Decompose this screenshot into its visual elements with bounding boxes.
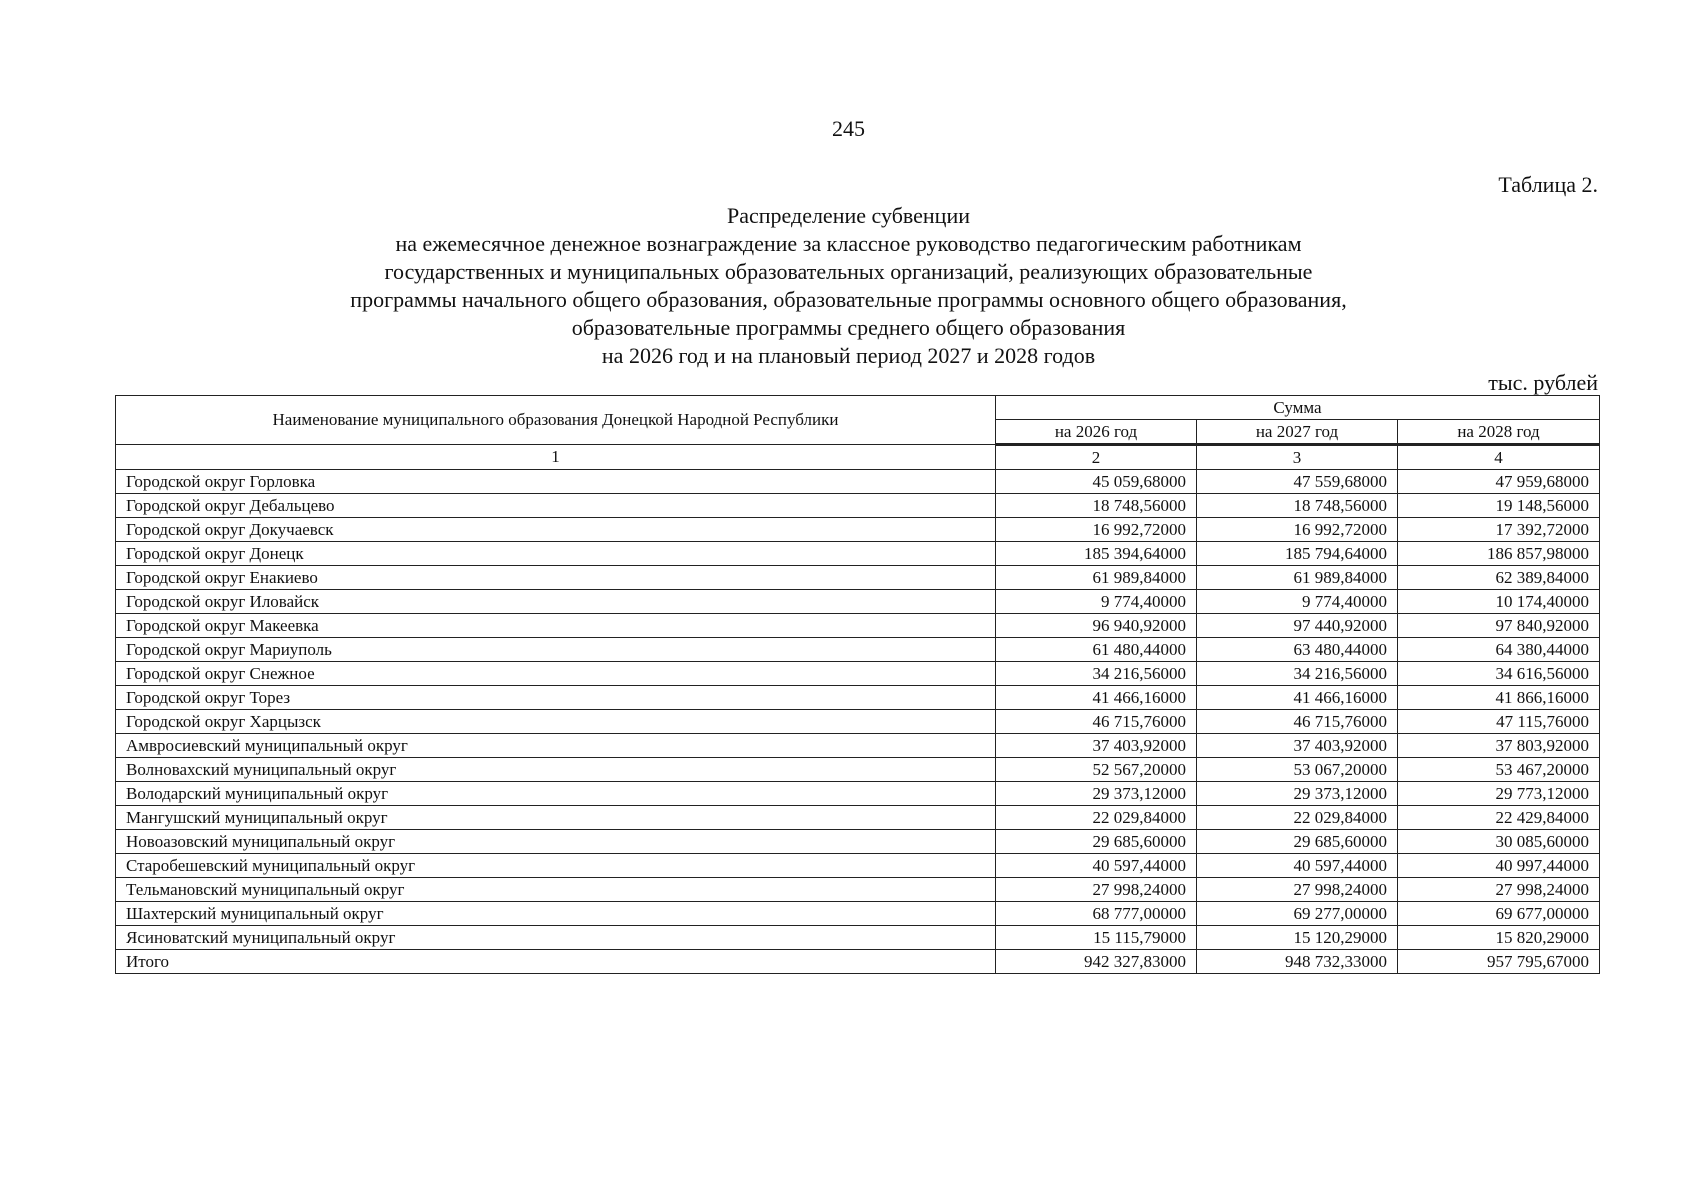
municipality-name: Городской округ Енакиево xyxy=(116,566,996,590)
table-row xyxy=(116,542,1600,566)
amount-2027: 16 992,72000 xyxy=(1197,518,1398,542)
header-year-2027: на 2027 год xyxy=(1197,420,1398,445)
amount-2028: 47 959,68000 xyxy=(1398,470,1600,494)
amount-2026: 37 403,92000 xyxy=(996,734,1197,758)
amount-2026: 34 216,56000 xyxy=(996,662,1197,686)
amount-2028: 34 616,56000 xyxy=(1398,662,1600,686)
amount-2027: 34 216,56000 xyxy=(1197,662,1398,686)
table-row xyxy=(116,758,1600,782)
amount-2027: 46 715,76000 xyxy=(1197,710,1398,734)
municipality-name: Амвросиевский муниципальный округ xyxy=(116,734,996,758)
title-line: образовательные программы среднего общего образования xyxy=(571,315,1126,340)
table-row xyxy=(116,614,1600,638)
amount-2026: 22 029,84000 xyxy=(996,806,1197,830)
table-row xyxy=(116,830,1600,854)
amount-2026: 18 748,56000 xyxy=(996,494,1197,518)
municipality-name: Ясиноватский муниципальный округ xyxy=(116,926,996,950)
amount-2026: 40 597,44000 xyxy=(996,854,1197,878)
header-year-2026: на 2026 год xyxy=(996,420,1197,445)
title-line: на 2026 год и на плановый период 2027 и 2028 годов xyxy=(601,343,1096,368)
amount-2028: 15 820,29000 xyxy=(1398,926,1600,950)
table-row xyxy=(116,926,1600,950)
municipality-name: Мангушский муниципальный округ xyxy=(116,806,996,830)
municipality-name: Шахтерский муниципальный округ xyxy=(116,902,996,926)
table-label: Таблица 2. xyxy=(1498,172,1598,197)
column-number: 1 xyxy=(116,445,996,470)
table-row xyxy=(116,566,1600,590)
amount-2027: 61 989,84000 xyxy=(1197,566,1398,590)
amount-2027: 22 029,84000 xyxy=(1197,806,1398,830)
amount-2026: 9 774,40000 xyxy=(996,590,1197,614)
amount-2028: 69 677,00000 xyxy=(1398,902,1600,926)
title-line: программы начального общего образования, образовательные программы основного общего образования, xyxy=(350,287,1347,312)
amount-2028: 41 866,16000 xyxy=(1398,686,1600,710)
municipality-name: Волновахский муниципальный округ xyxy=(116,758,996,782)
amount-2027: 40 597,44000 xyxy=(1197,854,1398,878)
amount-2028: 27 998,24000 xyxy=(1398,878,1600,902)
municipality-name: Новоазовский муниципальный округ xyxy=(116,830,996,854)
amount-2027: 53 067,20000 xyxy=(1197,758,1398,782)
amount-2028: 40 997,44000 xyxy=(1398,854,1600,878)
amount-2026: 27 998,24000 xyxy=(996,878,1197,902)
municipality-name: Городской округ Макеевка xyxy=(116,614,996,638)
amount-2026: 46 715,76000 xyxy=(996,710,1197,734)
subvention-table xyxy=(115,395,1600,974)
municipality-name: Городской округ Мариуполь xyxy=(116,638,996,662)
amount-2027: 9 774,40000 xyxy=(1197,590,1398,614)
amount-2028: 64 380,44000 xyxy=(1398,638,1600,662)
municipality-name: Итого xyxy=(116,950,996,974)
amount-2027: 41 466,16000 xyxy=(1197,686,1398,710)
table-row xyxy=(116,494,1600,518)
amount-2026: 68 777,00000 xyxy=(996,902,1197,926)
amount-2026: 15 115,79000 xyxy=(996,926,1197,950)
municipality-name: Старобешевский муниципальный округ xyxy=(116,854,996,878)
title-line: государственных и муниципальных образовательных организаций, реализующих образовательные xyxy=(384,259,1313,284)
amount-2027: 97 440,92000 xyxy=(1197,614,1398,638)
amount-2028: 37 803,92000 xyxy=(1398,734,1600,758)
units-label: тыс. рублей xyxy=(1488,370,1598,395)
amount-2027: 29 685,60000 xyxy=(1197,830,1398,854)
amount-2027: 47 559,68000 xyxy=(1197,470,1398,494)
table-row xyxy=(116,710,1600,734)
table-row xyxy=(116,470,1600,494)
header-year-2028: на 2028 год xyxy=(1398,420,1600,445)
header-sum: Сумма xyxy=(996,396,1600,420)
amount-2028: 30 085,60000 xyxy=(1398,830,1600,854)
column-number: 3 xyxy=(1197,445,1398,470)
amount-2026: 29 373,12000 xyxy=(996,782,1197,806)
amount-2027: 18 748,56000 xyxy=(1197,494,1398,518)
amount-2028: 53 467,20000 xyxy=(1398,758,1600,782)
amount-2026: 41 466,16000 xyxy=(996,686,1197,710)
page-number: 245 xyxy=(832,116,865,141)
amount-2026: 61 480,44000 xyxy=(996,638,1197,662)
table-row xyxy=(116,518,1600,542)
table-row xyxy=(116,662,1600,686)
amount-2027: 63 480,44000 xyxy=(1197,638,1398,662)
column-number: 2 xyxy=(996,445,1197,470)
amount-2028: 97 840,92000 xyxy=(1398,614,1600,638)
amount-2027: 27 998,24000 xyxy=(1197,878,1398,902)
municipality-name: Городской округ Донецк xyxy=(116,542,996,566)
amount-2026: 185 394,64000 xyxy=(996,542,1197,566)
amount-2028: 19 148,56000 xyxy=(1398,494,1600,518)
amount-2028: 22 429,84000 xyxy=(1398,806,1600,830)
municipality-name: Городской округ Торез xyxy=(116,686,996,710)
amount-2027: 185 794,64000 xyxy=(1197,542,1398,566)
amount-2027: 15 120,29000 xyxy=(1197,926,1398,950)
municipality-name: Володарский муниципальный округ xyxy=(116,782,996,806)
amount-2027: 69 277,00000 xyxy=(1197,902,1398,926)
document-title xyxy=(0,202,1697,370)
table-row xyxy=(116,638,1600,662)
column-number: 4 xyxy=(1398,445,1600,470)
title-line: Распределение субвенции xyxy=(726,203,971,228)
table-row xyxy=(116,782,1600,806)
table-row xyxy=(116,878,1600,902)
amount-2028: 17 392,72000 xyxy=(1398,518,1600,542)
amount-2027: 29 373,12000 xyxy=(1197,782,1398,806)
amount-2026: 45 059,68000 xyxy=(996,470,1197,494)
table-row xyxy=(116,686,1600,710)
municipality-name: Городской округ Иловайск xyxy=(116,590,996,614)
municipality-name: Городской округ Докучаевск xyxy=(116,518,996,542)
table-row xyxy=(116,590,1600,614)
table-row xyxy=(116,854,1600,878)
municipality-name: Городской округ Дебальцево xyxy=(116,494,996,518)
table-row xyxy=(116,902,1600,926)
table-body xyxy=(116,445,1600,974)
municipality-name: Тельмановский муниципальный округ xyxy=(116,878,996,902)
municipality-name: Городской округ Харцызск xyxy=(116,710,996,734)
amount-2026: 29 685,60000 xyxy=(996,830,1197,854)
table-row xyxy=(116,806,1600,830)
amount-2026: 61 989,84000 xyxy=(996,566,1197,590)
amount-2026: 96 940,92000 xyxy=(996,614,1197,638)
total-row xyxy=(116,950,1600,974)
amount-2028: 29 773,12000 xyxy=(1398,782,1600,806)
amount-2028: 10 174,40000 xyxy=(1398,590,1600,614)
title-line: на ежемесячное денежное вознаграждение за классное руководство педагогическим работникам xyxy=(395,231,1302,256)
amount-2026: 52 567,20000 xyxy=(996,758,1197,782)
amount-2027: 948 732,33000 xyxy=(1197,950,1398,974)
amount-2028: 186 857,98000 xyxy=(1398,542,1600,566)
amount-2028: 957 795,67000 xyxy=(1398,950,1600,974)
municipality-name: Городской округ Снежное xyxy=(116,662,996,686)
header-municipality: Наименование муниципального образования Донецкой Народной Республики xyxy=(116,396,996,445)
column-number-row xyxy=(116,445,1600,470)
amount-2026: 16 992,72000 xyxy=(996,518,1197,542)
amount-2028: 62 389,84000 xyxy=(1398,566,1600,590)
amount-2027: 37 403,92000 xyxy=(1197,734,1398,758)
table-row xyxy=(116,734,1600,758)
amount-2028: 47 115,76000 xyxy=(1398,710,1600,734)
amount-2026: 942 327,83000 xyxy=(996,950,1197,974)
municipality-name: Городской округ Горловка xyxy=(116,470,996,494)
